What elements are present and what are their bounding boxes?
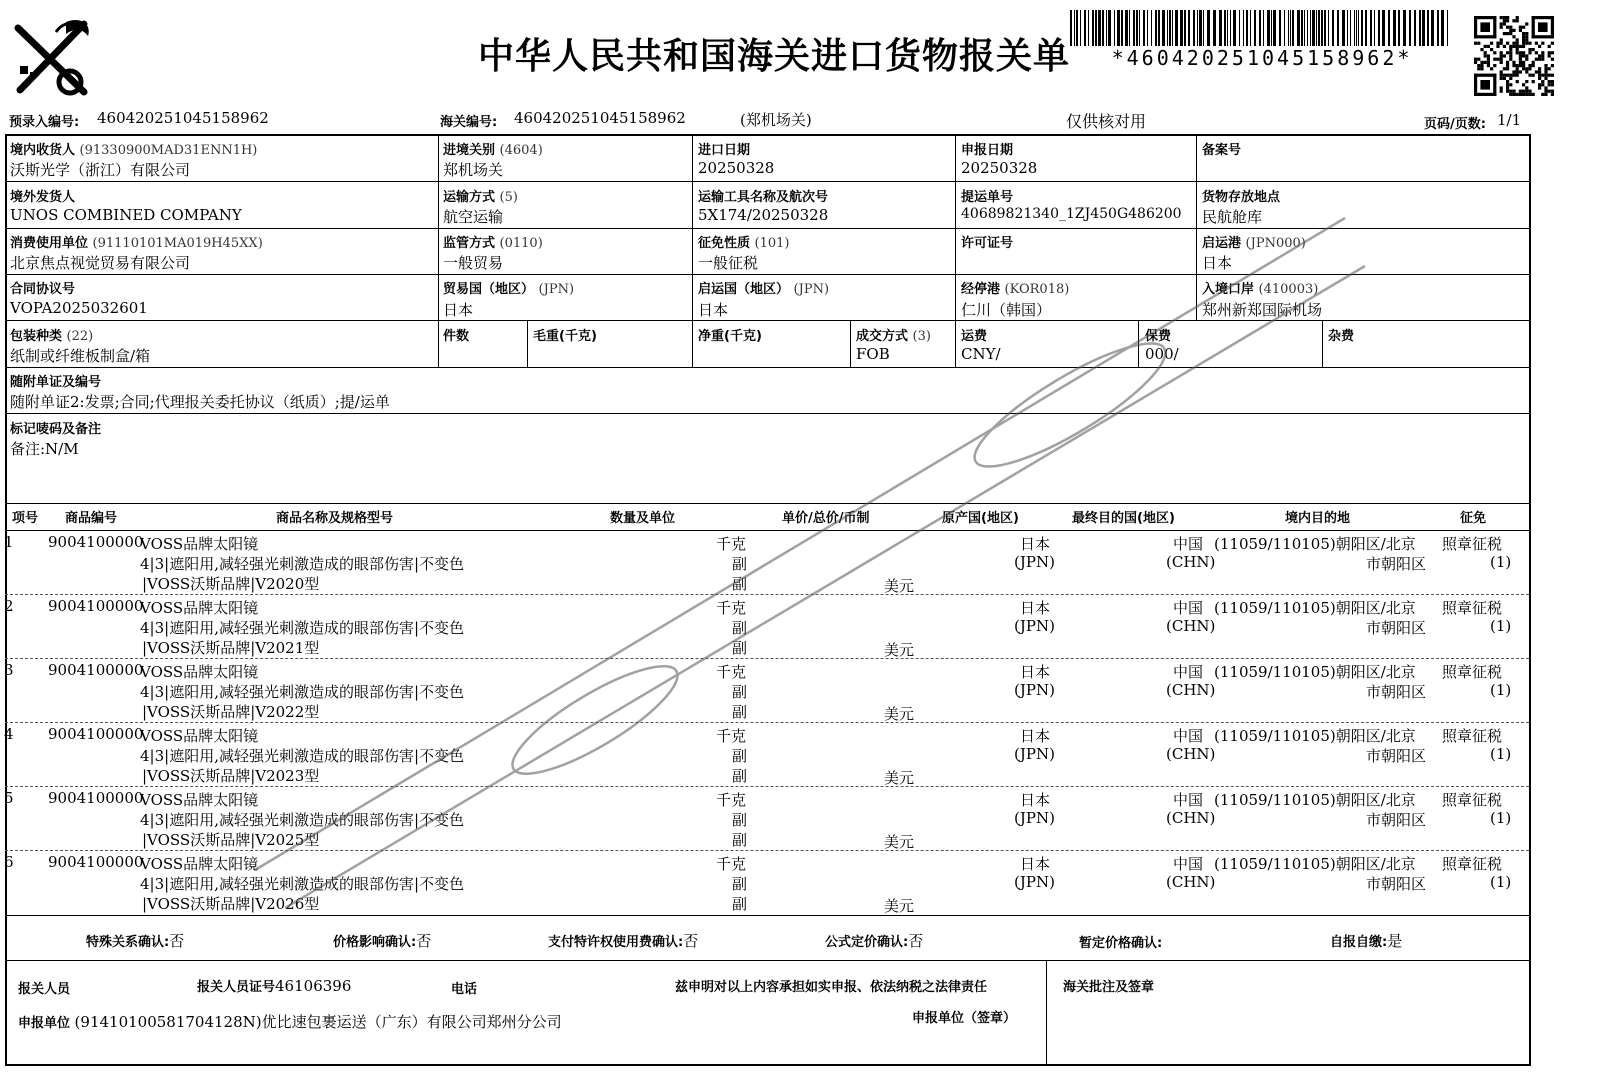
item-model: |VOSS沃斯品牌|V2020型: [142, 575, 320, 593]
docs-value: 随附单证2:发票;合同;代理报关委托协议（纸质）;提/运单: [10, 393, 390, 411]
gross-label: 毛重(千克): [533, 329, 597, 344]
col-code: 商品编号: [65, 511, 118, 526]
confirm-price: 价格影响确认:否: [333, 932, 432, 950]
item-no: 6: [4, 853, 14, 871]
item-no: 4: [4, 725, 14, 743]
item-unit-kg: 千克: [716, 855, 747, 873]
goods-row: [0, 787, 1570, 851]
item-spec: 4|3|遮阳用,减轻强光刺激造成的眼部伤害|不变色: [140, 811, 465, 829]
item-levy: 照章征税: [1442, 727, 1503, 745]
col-levy: 征免: [1460, 511, 1487, 526]
depart-port-label: 启运港 (JPN000): [1202, 236, 1306, 251]
item-origin-code: (JPN): [1014, 553, 1055, 571]
pre-entry-label: 预录入编号:: [9, 115, 80, 130]
item-final: 中国: [1173, 727, 1204, 745]
qr-code-icon: [1474, 16, 1554, 96]
declarant-label: 报关人员: [18, 982, 71, 997]
item-final-code: (CHN): [1166, 617, 1216, 635]
contract-label: 合同协议号: [10, 282, 76, 297]
item-name: VOSS品牌太阳镜: [140, 791, 259, 809]
item-levy-code: (1): [1490, 873, 1512, 891]
item-levy: 照章征税: [1442, 791, 1503, 809]
item-unit-pair-2: 副: [732, 767, 748, 785]
item-final-code: (CHN): [1166, 745, 1216, 763]
item-final-code: (CHN): [1166, 809, 1216, 827]
item-unit-pair-2: 副: [732, 575, 748, 593]
item-spec: 4|3|遮阳用,减轻强光刺激造成的眼部伤害|不变色: [140, 683, 465, 701]
item-no: 2: [4, 597, 14, 615]
declare-unit: 申报单位 (91410100581704128N)优比速包裹运送（广东）有限公司郑州分公司: [18, 1013, 562, 1031]
import-date-value: 20250328: [698, 159, 775, 177]
goods-row: [0, 723, 1570, 787]
item-origin: 日本: [1020, 663, 1051, 681]
misc-label: 杂费: [1328, 329, 1355, 344]
item-currency: 美元: [884, 769, 915, 787]
item-name: VOSS品牌太阳镜: [140, 599, 259, 617]
item-origin: 日本: [1020, 855, 1051, 873]
customs-emblem-icon: [8, 14, 94, 100]
pieces-label: 件数: [443, 329, 470, 344]
phone-label: 电话: [451, 982, 478, 997]
item-unit-pair-2: 副: [732, 895, 748, 913]
confirm-provisional: 暂定价格确认:: [1079, 936, 1163, 951]
item-origin: 日本: [1020, 791, 1051, 809]
vehicle-label: 运输工具名称及航次号: [698, 190, 829, 205]
page-value: 1/1: [1497, 111, 1522, 129]
supervision-value: 一般贸易: [443, 254, 504, 272]
item-unit-pair-2: 副: [732, 639, 748, 657]
pre-entry-value: 460420251045158962: [97, 109, 269, 127]
item-spec: 4|3|遮阳用,减轻强光刺激造成的眼部伤害|不变色: [140, 619, 465, 637]
item-unit-kg: 千克: [716, 535, 747, 553]
item-levy: 照章征税: [1442, 855, 1503, 873]
deal-label: 成交方式 (3): [856, 329, 931, 344]
item-code: 9004100000: [48, 789, 144, 807]
item-levy-code: (1): [1490, 809, 1512, 827]
origin-country-label: 启运国（地区） (JPN): [698, 282, 830, 297]
item-spec: 4|3|遮阳用,减轻强光刺激造成的眼部伤害|不变色: [140, 747, 465, 765]
item-origin: 日本: [1020, 535, 1051, 553]
col-dest: 境内目的地: [1285, 511, 1351, 526]
barcode-number: *460420251045158962*: [1111, 46, 1413, 70]
item-code: 9004100000: [48, 533, 144, 551]
confirm-formula: 公式定价确认:否: [825, 932, 924, 950]
declarant-id: 报关人员证号46106396: [197, 977, 352, 995]
item-name: VOSS品牌太阳镜: [140, 663, 259, 681]
insurance-label: 保费: [1145, 329, 1172, 344]
item-model: |VOSS沃斯品牌|V2026型: [142, 895, 320, 913]
transport-value: 航空运输: [443, 208, 504, 226]
item-final-code: (CHN): [1166, 873, 1216, 891]
item-levy-code: (1): [1490, 745, 1512, 763]
item-code: 9004100000: [48, 853, 144, 871]
docs-label: 随附单证及编号: [10, 375, 102, 390]
item-dest-city: 市朝阳区: [1366, 875, 1427, 893]
item-final: 中国: [1173, 663, 1204, 681]
goods-row: [0, 531, 1570, 595]
depart-port-value: 日本: [1202, 254, 1233, 272]
tax-nature-label: 征免性质 (101): [698, 236, 790, 251]
item-dest-city: 市朝阳区: [1366, 811, 1427, 829]
item-unit-kg: 千克: [716, 727, 747, 745]
legal-statement: 兹申明对以上内容承担如实申报、依法纳税之法律责任: [675, 980, 988, 995]
customs-no-value: 460420251045158962: [514, 109, 686, 127]
item-levy-code: (1): [1490, 681, 1512, 699]
stop-port-label: 经停港 (KOR018): [961, 282, 1070, 297]
item-origin-code: (JPN): [1014, 681, 1055, 699]
item-unit-kg: 千克: [716, 791, 747, 809]
item-dest-city: 市朝阳区: [1366, 747, 1427, 765]
entry-office-label: 进境关别 (4604): [443, 143, 543, 158]
deal-value: FOB: [856, 345, 890, 363]
item-levy: 照章征税: [1442, 663, 1503, 681]
license-label: 许可证号: [961, 236, 1014, 251]
item-name: VOSS品牌太阳镜: [140, 855, 259, 873]
customs-office: (郑机场关): [740, 111, 812, 129]
item-levy: 照章征税: [1442, 599, 1503, 617]
item-model: |VOSS沃斯品牌|V2022型: [142, 703, 320, 721]
confirm-royalty: 支付特许权使用费确认:否: [548, 932, 699, 950]
package-label: 包装种类 (22): [10, 329, 94, 344]
consumer-value: 北京焦点视觉贸易有限公司: [10, 254, 191, 272]
item-model: |VOSS沃斯品牌|V2021型: [142, 639, 320, 657]
supervision-label: 监管方式 (0110): [443, 236, 543, 251]
item-unit-pair: 副: [732, 875, 748, 893]
declare-date-label: 申报日期: [961, 143, 1014, 158]
item-currency: 美元: [884, 577, 915, 595]
consignee-value: 沃斯光学（浙江）有限公司: [10, 161, 191, 179]
item-dest: (11059/110105)朝阳区/北京: [1214, 727, 1416, 745]
item-currency: 美元: [884, 897, 915, 915]
freight-value: CNY/: [961, 345, 1001, 363]
transport-label: 运输方式 (5): [443, 190, 518, 205]
bill-value: 40689821340_1ZJ450G486200: [961, 206, 1182, 222]
confirm-self-pay: 自报自缴:是: [1330, 932, 1403, 950]
vehicle-value: 5X174/20250328: [698, 206, 829, 224]
item-code: 9004100000: [48, 661, 144, 679]
storage-label: 货物存放地点: [1202, 190, 1281, 205]
col-final: 最终目的国(地区): [1072, 511, 1175, 526]
item-dest-city: 市朝阳区: [1366, 683, 1427, 701]
customs-no-label: 海关编号:: [440, 115, 498, 130]
origin-country-value: 日本: [698, 301, 729, 319]
item-dest: (11059/110105)朝阳区/北京: [1214, 791, 1416, 809]
item-spec: 4|3|遮阳用,减轻强光刺激造成的眼部伤害|不变色: [140, 555, 465, 573]
entry-port-label: 入境口岸 (410003): [1202, 282, 1319, 297]
item-currency: 美元: [884, 641, 915, 659]
item-levy-code: (1): [1490, 617, 1512, 635]
item-origin-code: (JPN): [1014, 873, 1055, 891]
declare-date-value: 20250328: [961, 159, 1038, 177]
item-dest-city: 市朝阳区: [1366, 619, 1427, 637]
marks-value: 备注:N/M: [10, 440, 79, 458]
item-unit-pair-2: 副: [732, 703, 748, 721]
barcode-graphic: [1070, 10, 1454, 46]
item-unit-pair-2: 副: [732, 831, 748, 849]
freight-label: 运费: [961, 329, 988, 344]
item-unit-pair: 副: [732, 811, 748, 829]
goods-row: [0, 595, 1570, 659]
consignee-label: 境内收货人 (91330900MAD31ENN1H): [10, 143, 258, 158]
verify-note: 仅供核对用: [1066, 112, 1147, 131]
item-final: 中国: [1173, 535, 1204, 553]
item-unit-pair: 副: [732, 683, 748, 701]
shipper-label: 境外发货人: [10, 190, 76, 205]
item-final: 中国: [1173, 599, 1204, 617]
record-no-label: 备案号: [1202, 143, 1242, 158]
item-code: 9004100000: [48, 725, 144, 743]
item-unit-kg: 千克: [716, 663, 747, 681]
item-no: 1: [4, 533, 14, 551]
item-origin-code: (JPN): [1014, 809, 1055, 827]
goods-row: [0, 659, 1570, 723]
item-name: VOSS品牌太阳镜: [140, 727, 259, 745]
page-label: 页码/页数:: [1424, 117, 1486, 132]
item-unit-pair: 副: [732, 555, 748, 573]
confirm-special: 特殊关系确认:否: [86, 932, 185, 950]
item-final-code: (CHN): [1166, 553, 1216, 571]
tax-nature-value: 一般征税: [698, 254, 759, 272]
col-name: 商品名称及规格型号: [276, 511, 394, 526]
col-origin: 原产国(地区): [942, 511, 1019, 526]
col-item: 项号: [12, 511, 39, 526]
consumer-label: 消费使用单位 (91110101MA019H45XX): [10, 236, 263, 251]
item-final-code: (CHN): [1166, 681, 1216, 699]
entry-office-value: 郑机场关: [443, 161, 504, 179]
package-value: 纸制或纤维板制盒/箱: [10, 347, 151, 365]
goods-row: [0, 851, 1570, 915]
item-model: |VOSS沃斯品牌|V2023型: [142, 767, 320, 785]
shipper-value: UNOS COMBINED COMPANY: [10, 206, 242, 224]
trade-country-value: 日本: [443, 301, 474, 319]
marks-label: 标记唛码及备注: [10, 422, 102, 437]
form-title: 中华人民共和国海关进口货物报关单: [478, 35, 1071, 77]
item-origin: 日本: [1020, 727, 1051, 745]
customs-sign-label: 海关批注及签章: [1063, 980, 1155, 995]
item-no: 5: [4, 789, 14, 807]
item-final: 中国: [1173, 791, 1204, 809]
item-no: 3: [4, 661, 14, 679]
storage-value: 民航舱库: [1202, 208, 1263, 226]
item-dest: (11059/110105)朝阳区/北京: [1214, 663, 1416, 681]
item-dest: (11059/110105)朝阳区/北京: [1214, 599, 1416, 617]
item-currency: 美元: [884, 833, 915, 851]
item-dest: (11059/110105)朝阳区/北京: [1214, 535, 1416, 553]
entry-port-value: 郑州新郑国际机场: [1202, 301, 1323, 319]
contract-value: VOPA2025032601: [10, 299, 148, 317]
declare-unit-seal: 申报单位（签章）: [912, 1011, 1017, 1026]
item-dest: (11059/110105)朝阳区/北京: [1214, 855, 1416, 873]
item-levy-code: (1): [1490, 553, 1512, 571]
item-spec: 4|3|遮阳用,减轻强光刺激造成的眼部伤害|不变色: [140, 875, 465, 893]
item-unit-kg: 千克: [716, 599, 747, 617]
item-model: |VOSS沃斯品牌|V2025型: [142, 831, 320, 849]
item-final: 中国: [1173, 855, 1204, 873]
net-label: 净重(千克): [698, 329, 762, 344]
bill-label: 提运单号: [961, 190, 1014, 205]
item-unit-pair: 副: [732, 619, 748, 637]
item-code: 9004100000: [48, 597, 144, 615]
item-levy: 照章征税: [1442, 535, 1503, 553]
item-name: VOSS品牌太阳镜: [140, 535, 259, 553]
trade-country-label: 贸易国（地区） (JPN): [443, 282, 575, 297]
stop-port-value: 仁川（韩国）: [961, 301, 1052, 319]
item-origin: 日本: [1020, 599, 1051, 617]
col-price: 单价/总价/币制: [782, 511, 870, 526]
item-unit-pair: 副: [732, 747, 748, 765]
item-currency: 美元: [884, 705, 915, 723]
col-qty: 数量及单位: [610, 511, 676, 526]
item-origin-code: (JPN): [1014, 745, 1055, 763]
item-dest-city: 市朝阳区: [1366, 555, 1427, 573]
item-origin-code: (JPN): [1014, 617, 1055, 635]
import-date-label: 进口日期: [698, 143, 751, 158]
insurance-value: 000/: [1145, 345, 1179, 363]
